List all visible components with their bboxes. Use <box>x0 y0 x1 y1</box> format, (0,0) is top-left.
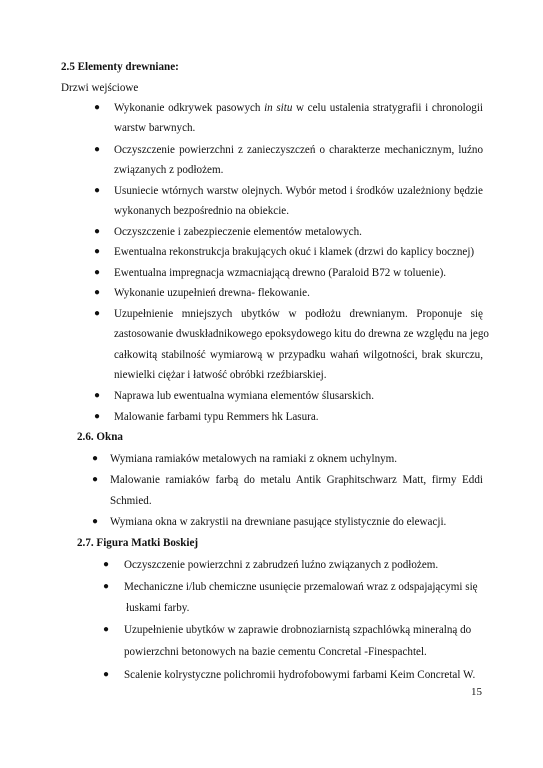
bullet-icon: ● <box>92 474 99 485</box>
bullet-icon: ● <box>94 267 101 278</box>
list-item-line: Wykonanie uzupełnień drewna- flekowanie. <box>114 287 310 299</box>
list-item-line: Oczyszczenie powierzchni z zabrudzeń luźno związanych z podłożem. <box>124 559 439 571</box>
bullet-icon: ● <box>92 516 99 527</box>
bullet-icon: ● <box>94 144 101 155</box>
list-item-line: Scalenie kolrystyczne polichromii hydrofobowymi farbami Keim Concretal W. <box>124 669 476 681</box>
section-heading-2-5: 2.5 Elementy drewniane: <box>61 61 179 73</box>
bullet-icon: ● <box>92 453 99 464</box>
list-item-line: związanych z podłożem. <box>114 164 224 176</box>
list-item-line: Oczyszczenie powierzchni z zanieczyszczeń o charakterze mechanicznym, luźno <box>114 144 483 156</box>
bullet-icon: ● <box>103 559 110 570</box>
bullet-icon: ● <box>94 185 101 196</box>
list-item-line: wykonanych bezpośrednio na obiekcie. <box>114 205 289 217</box>
bullet-icon: ● <box>94 226 101 237</box>
list-item-line: powierzchni betonowych na bazie cementu Concretal -Finespachtel. <box>124 646 427 658</box>
list-item-line: całkowitą stabilność wymiarową w przypadku wahań wilgotności, brak skurczu, <box>114 349 483 361</box>
list-item-line: Ewentualna impregnacja wzmacniającą drewno (Paraloid B72 w toluenie). <box>114 267 447 279</box>
list-item-line: Malowanie farbami typu Remmers hk Lasura. <box>114 411 319 423</box>
list-item-line: Mechaniczne i/lub chemiczne usunięcie przemalowań wraz z odspajającymi się <box>124 581 478 593</box>
bullet-icon: ● <box>94 411 101 422</box>
bullet-icon: ● <box>94 246 101 257</box>
list-item-line: niewielki ciężar i łatwość obróbki rzeźbiarskiej. <box>114 369 327 381</box>
list-item-line: Naprawa lub ewentualna wymiana elementów ślusarskich. <box>114 390 374 402</box>
list-item-line: Malowanie ramiaków farbą do metalu Antik Graphitschwarz Matt, firmy Eddi <box>110 474 483 486</box>
list-item-line: Wymiana okna w zakrystii na drewniane pasujące stylistycznie do elewacji. <box>110 516 447 528</box>
list-item-line: Wykonanie odkrywek pasowych in situ w celu ustalenia stratygrafii i chronologii <box>114 102 483 114</box>
section-heading-2-6: 2.6. Okna <box>77 431 123 443</box>
list-item-line: Uzupełnienie ubytków w zaprawie drobnoziarnistą szpachlówką mineralną do <box>124 624 472 636</box>
bullet-icon: ● <box>94 102 101 113</box>
list-item-line: Uzupełnienie mniejszych ubytków w podłożu drewnianym. Proponuje się <box>114 308 483 320</box>
section-heading-2-7: 2.7. Figura Matki Boskiej <box>77 537 199 549</box>
bullet-icon: ● <box>103 624 110 635</box>
page-number: 15 <box>471 686 482 698</box>
list-item-line: Ewentualna rekonstrukcja brakujących okuć i klamek (drzwi do kaplicy bocznej) <box>114 246 475 258</box>
bullet-icon: ● <box>103 581 110 592</box>
bullet-icon: ● <box>94 287 101 298</box>
list-item-line: warstw barwnych. <box>114 122 196 134</box>
bullet-icon: ● <box>94 308 101 319</box>
list-item-line: Schmied. <box>110 495 152 507</box>
list-item-line: łuskami farby. <box>126 602 190 614</box>
bullet-icon: ● <box>103 669 110 680</box>
list-item-line: Usuniecie wtórnych warstw olejnych. Wybór metod i środków uzależniony będzie <box>114 185 483 197</box>
list-item-line: zastosowanie dwuskładnikowego epoksydowego kitu do drewna ze względu na jego <box>114 328 489 340</box>
bullet-icon: ● <box>94 390 101 401</box>
list-item-line: Wymiana ramiaków metalowych na ramiaki z oknem uchylnym. <box>110 453 398 465</box>
subheading-drzwi: Drzwi wejściowe <box>61 82 139 94</box>
list-item-line: Oczyszczenie i zabezpieczenie elementów metalowych. <box>114 226 362 238</box>
